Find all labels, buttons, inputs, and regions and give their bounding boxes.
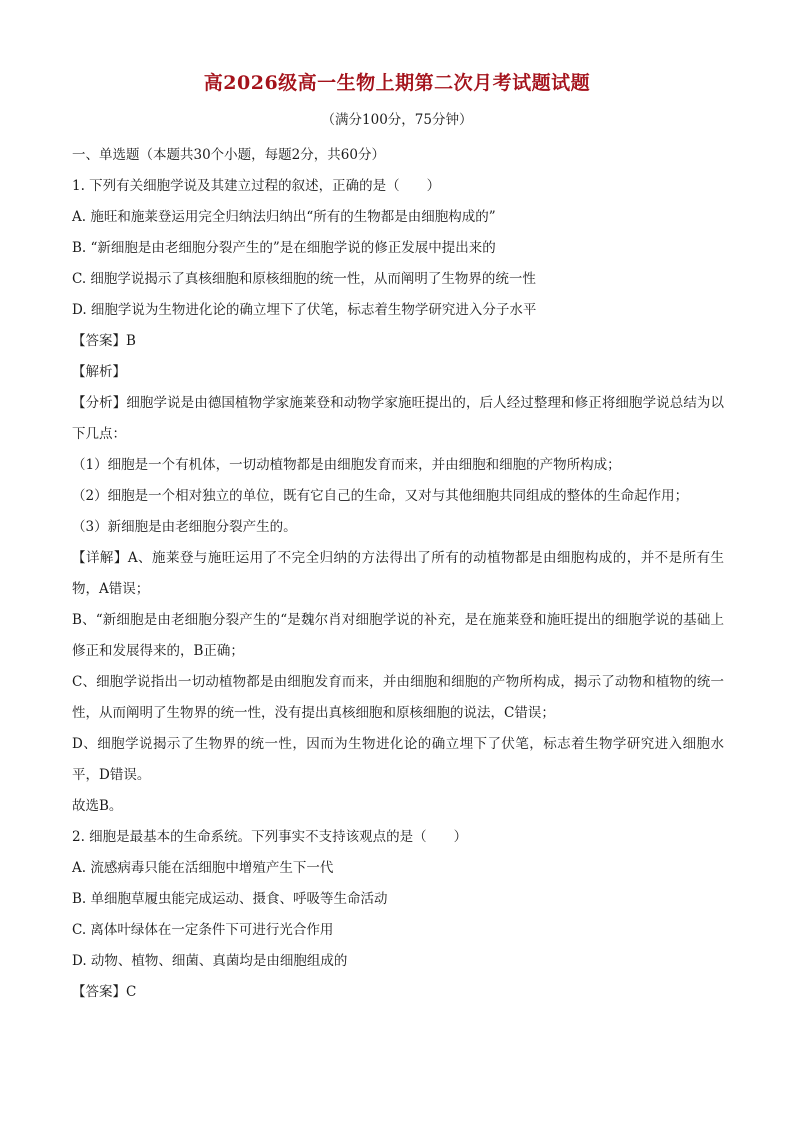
question-1-answer: 【答案】B xyxy=(72,333,136,349)
question-2-option-a: A. 流感病毒只能在活细胞中增殖产生下一代 xyxy=(72,860,334,876)
question-1-analysis-label: 【解析】 xyxy=(72,364,126,380)
exam-info: （满分100分，75分钟） xyxy=(321,112,473,128)
question-2-option-b: B. 单细胞草履虫能完成运动、摄食、呼吸等生命活动 xyxy=(72,891,388,907)
question-1-detail-a: 【详解】A、施莱登与施旺运用了不完全归纳的方法得出了所有的动植物都是由细胞构成的，并不是所有生物，A错误； xyxy=(72,550,724,597)
question-2-stem: 2. 细胞是最基本的生命系统。下列事实不支持该观点的是（ ） xyxy=(72,829,468,845)
question-2-option-d: D. 动物、植物、细菌、真菌均是由细胞组成的 xyxy=(72,953,348,969)
section-heading: 一、单选题（本题共30个小题，每题2分，共60分） xyxy=(72,147,385,163)
analysis-point-1: （1）细胞是一个有机体，一切动植物都是由细胞发育而来，并由细胞和细胞的产物所构成； xyxy=(72,457,621,473)
question-1-analysis: 【分析】细胞学说是由德国植物学家施莱登和动物学家施旺提出的，后人经过整理和修正将细胞学说总结为以下几点： xyxy=(72,395,724,442)
question-1-stem: 1. 下列有关细胞学说及其建立过程的叙述，正确的是（ ） xyxy=(72,178,441,194)
question-2-answer: 【答案】C xyxy=(72,984,137,1000)
question-1-detail-c: C、细胞学说指出一切动植物都是由细胞发育而来，并由细胞和细胞的产物所构成，揭示了动物和植物的统一性，从而阐明了生物界的统一性，没有提出真核细胞和原核细胞的说法，C错误； xyxy=(72,674,724,721)
question-1-option-a: A. 施旺和施莱登运用完全归纳法归纳出“所有的生物都是由细胞构成的” xyxy=(72,209,496,225)
question-1-option-b: B. “新细胞是由老细胞分裂产生的”是在细胞学说的修正发展中提出来的 xyxy=(72,240,496,256)
page-title: 高2026级高一生物上期第二次月考试题试题 xyxy=(203,72,591,94)
question-1-option-d: D. 细胞学说为生物进化论的确立埋下了伏笔，标志着生物学研究进入分子水平 xyxy=(72,302,537,318)
question-1-conclusion: 故选B。 xyxy=(72,798,123,814)
question-2-option-c: C. 离体叶绿体在一定条件下可进行光合作用 xyxy=(72,922,334,938)
analysis-point-3: （3）新细胞是由老细胞分裂产生的。 xyxy=(72,519,297,535)
exam-content xyxy=(72,140,724,1008)
question-1-option-c: C. 细胞学说揭示了真核细胞和原核细胞的统一性，从而阐明了生物界的统一性 xyxy=(72,271,536,287)
analysis-point-2: （2）细胞是一个相对独立的单位，既有它自己的生命，又对与其他细胞共同组成的整体的生命起作用； xyxy=(72,488,689,504)
question-1-detail-d: D、细胞学说揭示了生物界的统一性，因而为生物进化论的确立埋下了伏笔，标志着生物学研究进入细胞水平，D错误。 xyxy=(72,736,724,783)
question-1-detail-b: B、“新细胞是由老细胞分裂产生的“是魏尔肖对细胞学说的补充，是在施莱登和施旺提出的细胞学说的基础上修正和发展得来的，B正确； xyxy=(72,612,724,659)
